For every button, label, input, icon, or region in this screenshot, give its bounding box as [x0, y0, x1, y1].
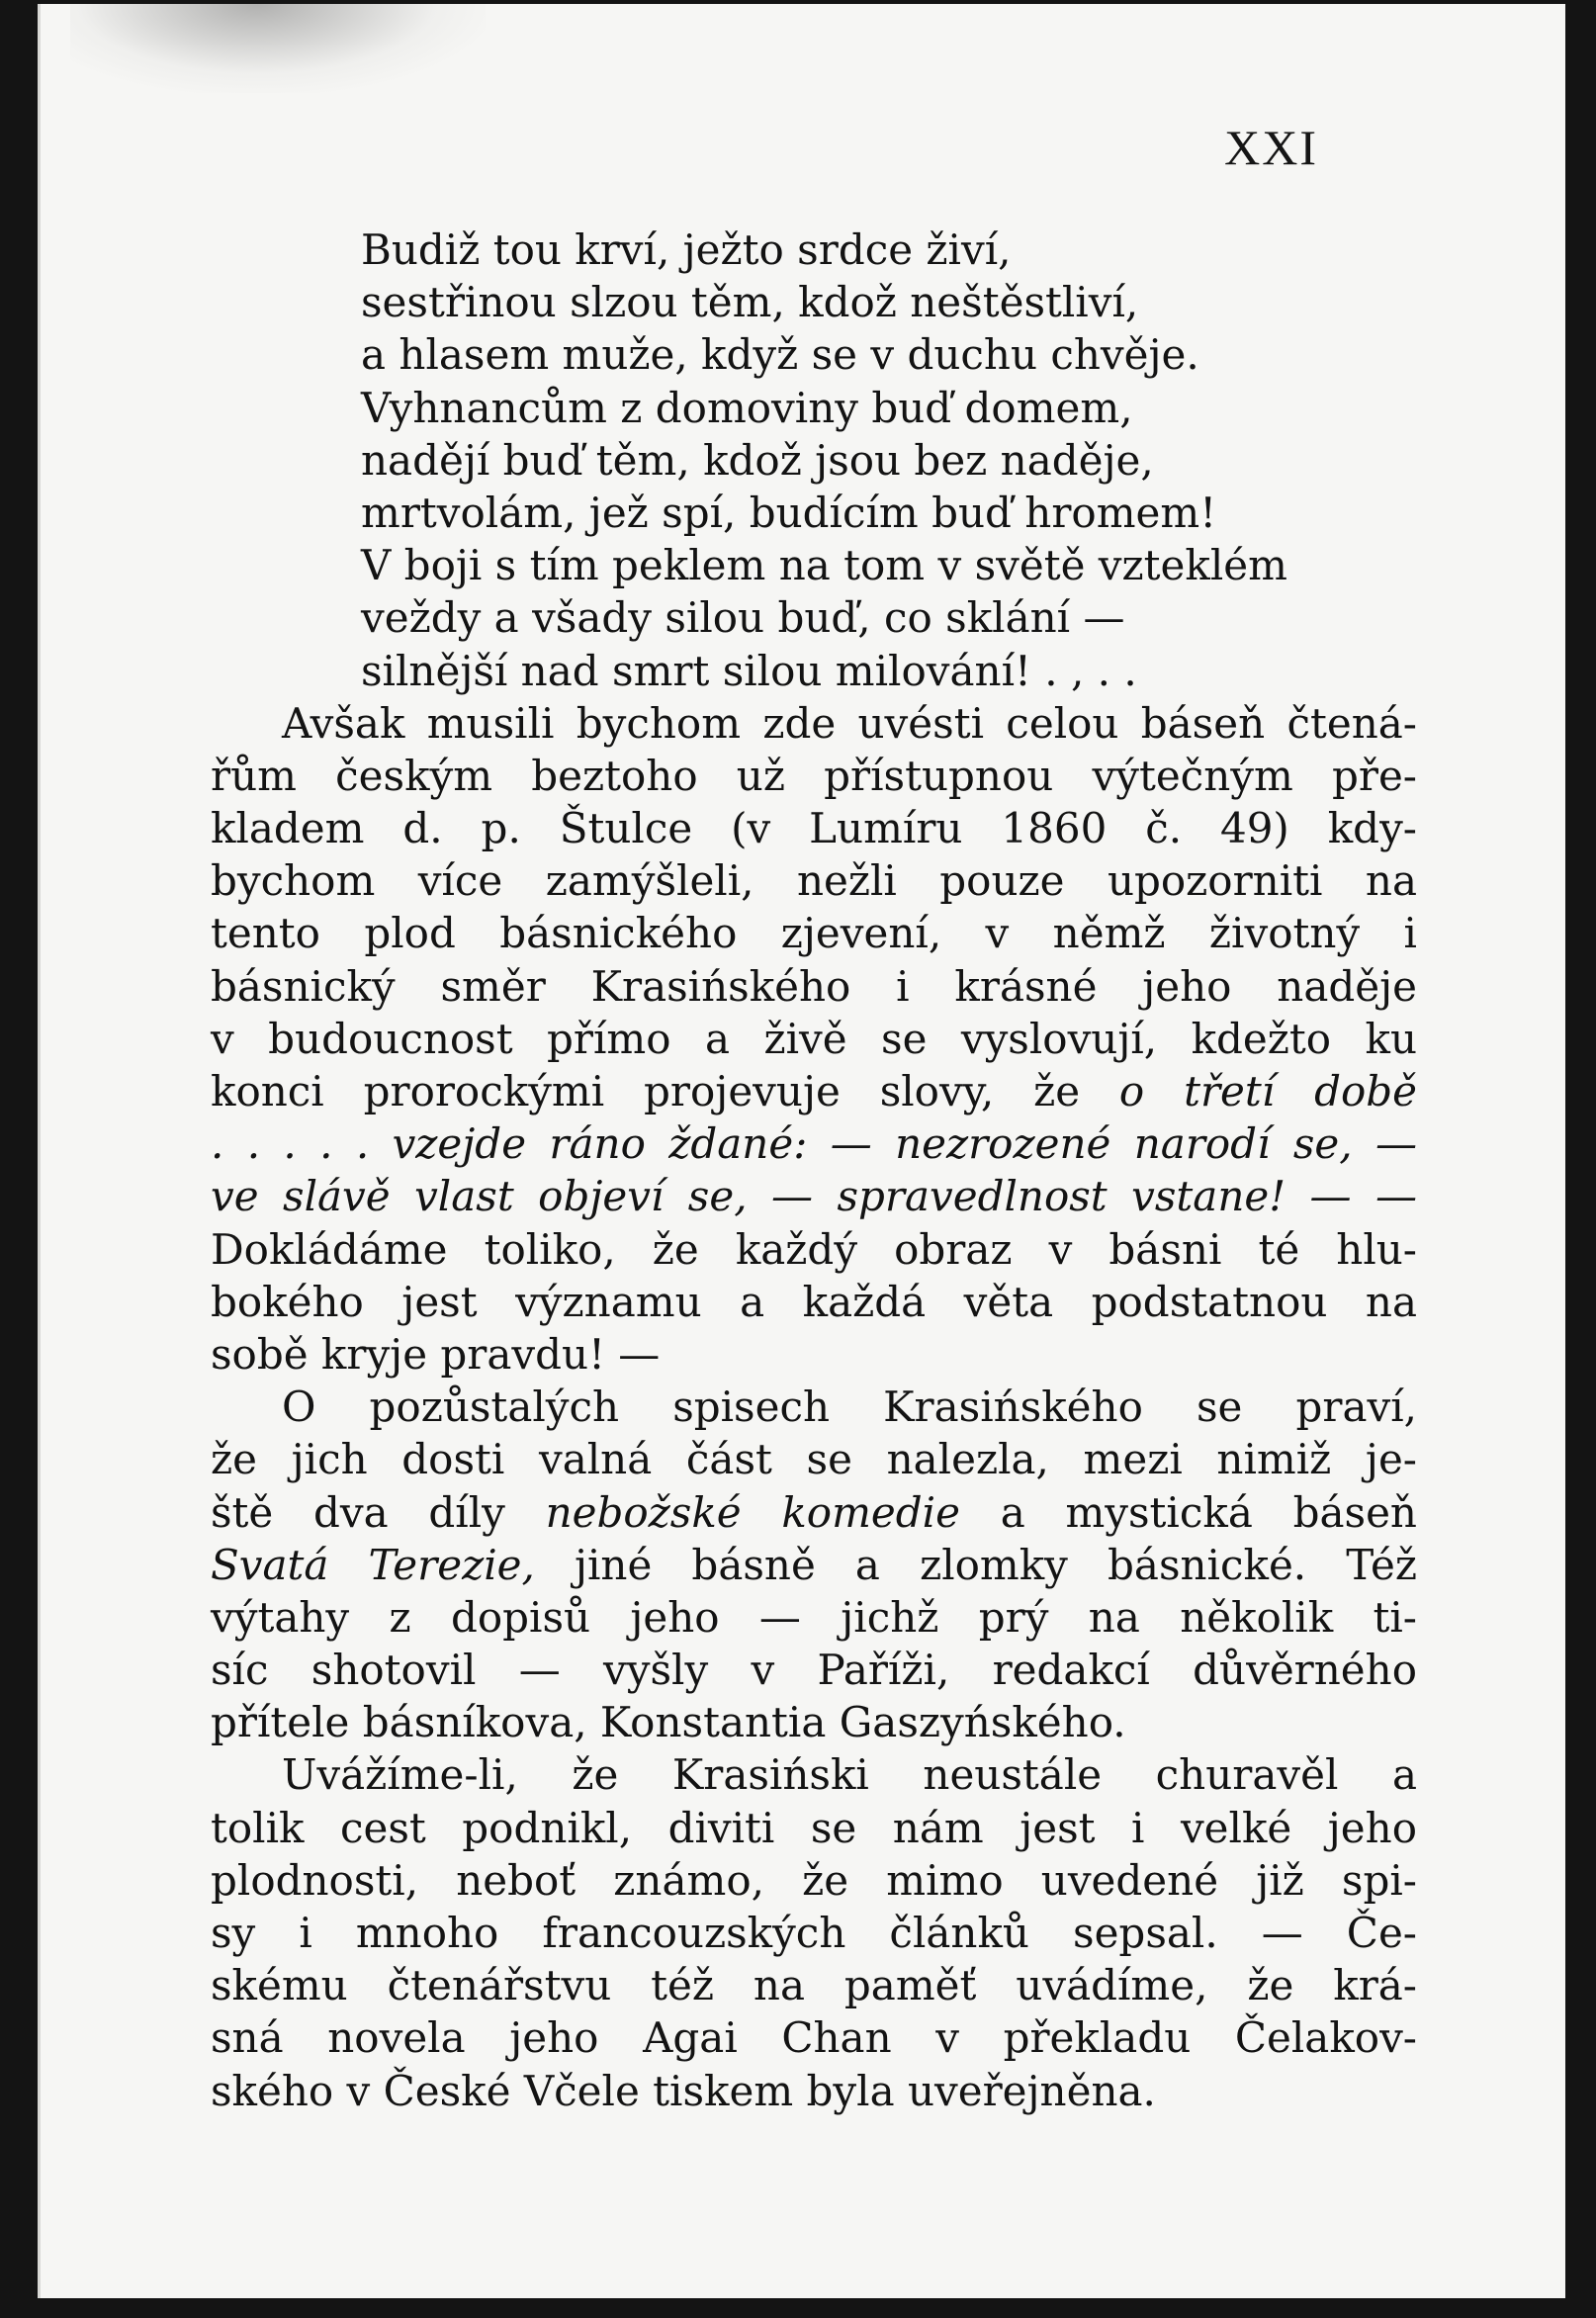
verse-line: Budiž tou krví, ježto srdce živí,	[361, 225, 1012, 274]
paragraph-line: sobě kryje pravdu! —	[211, 1329, 661, 1379]
page-corner-shadow	[70, 4, 486, 93]
book-page	[38, 4, 1565, 2298]
verse-line: Vyhnancům z domoviny buď domem,	[361, 383, 1133, 432]
paragraph-line: Dokládáme toliko, že každý obraz v básni té hlu-	[211, 1224, 1417, 1274]
page-number: XXI	[1224, 120, 1318, 175]
paragraph-line: výtahy z dopisů jeho — jichž prý na několik ti-	[211, 1592, 1417, 1642]
paragraph-line	[211, 1065, 1417, 1117]
paragraph-line: skému čtenářstvu též na paměť uvádíme, že krá-	[211, 1961, 1417, 2010]
paragraph-line: tolik cest podnikl, diviti se nám jest i velké jeho	[211, 1803, 1417, 1852]
paragraph-line-text: ště dva díly	[211, 1487, 546, 1537]
paragraph-line-text: konci prorockými projevuje slovy, že	[211, 1067, 1119, 1115]
verse-line: nadějí buď těm, kdož jsou bez naděje,	[361, 435, 1154, 485]
paragraph-line: přítele básníkova, Konstantia Gaszyńského.	[211, 1698, 1126, 1747]
paragraph-line: síc shotovil — vyšly v Paříži, redakcí důvěrného	[211, 1646, 1417, 1695]
paragraph-line: řům českým beztoho už přístupnou výtečným pře-	[211, 751, 1417, 800]
paragraph-line: sy i mnoho francouzských článků sepsal. — Če-	[211, 1909, 1417, 1957]
italic-quote-line: ve slávě vlast objeví se, — spravedlnost vstane! — —	[211, 1172, 1417, 1221]
paragraph-line: bychom více zamýšleli, nežli pouze upozorniti na	[211, 856, 1417, 906]
paragraph-line: plodnosti, neboť známo, že mimo uvedené již spi-	[211, 1855, 1417, 1905]
verse-line: silnější nad smrt silou milování! . , . .	[361, 646, 1137, 695]
paragraph-line: kladem d. p. Štulce (v Lumíru 1860 č. 49) kdy-	[211, 804, 1417, 853]
verse-line: sestřinou slzou těm, kdož neštěstliví,	[361, 278, 1139, 327]
paragraph-line-text: jiné básně a zlomky básnické. Též	[534, 1540, 1417, 1589]
paragraph-line: ského v České Včele tiskem byla uveřejněna.	[211, 2066, 1156, 2115]
page-text	[211, 223, 1417, 2117]
paragraph-line	[211, 1486, 1417, 1539]
paragraph-line: Uvážíme-li, že Krasiński neustále churavěl a	[282, 1750, 1417, 1800]
paragraph-line: Avšak musili bychom zde uvésti celou báseň čtená-	[282, 698, 1417, 748]
paragraph-line-text: a mystická báseň	[959, 1487, 1417, 1537]
paragraph-line: sná novela jeho Agai Chan v překladu Čelakov-	[211, 2013, 1417, 2063]
paragraph-line: O pozůstalých spisech Krasińského se praví,	[282, 1382, 1417, 1432]
paragraph-line: v budoucnost přímo a živě se vyslovují, kdežto ku	[211, 1014, 1417, 1063]
italic-title: Svatá Terezie,	[211, 1540, 535, 1589]
italic-quote-line: . . . . . vzejde ráno ždané: — nezrozené narodí se, —	[211, 1119, 1417, 1169]
paragraph-line: tento plod básnického zjevení, v němž životný i	[211, 909, 1417, 958]
verse-line: V boji s tím peklem na tom v světě vzteklém	[361, 541, 1287, 590]
paragraph-line: že jich dosti valná část se nalezla, mezi nimiž je-	[211, 1435, 1417, 1484]
paragraph-line: bokého jest významu a každá věta podstatnou na	[211, 1277, 1417, 1326]
italic-title: nebožské komedie	[545, 1487, 960, 1537]
verse-line: mrtvolám, jež spí, budícím buď hromem!	[361, 488, 1217, 537]
italic-phrase: o třetí době	[1118, 1067, 1417, 1115]
paragraph-line	[211, 1539, 1417, 1591]
verse-line: a hlasem muže, když se v duchu chvěje.	[361, 330, 1199, 380]
paragraph-line: básnický směr Krasińského i krásné jeho naděje	[211, 961, 1417, 1011]
verse-line: veždy a všady silou buď, co sklání —	[361, 593, 1125, 643]
